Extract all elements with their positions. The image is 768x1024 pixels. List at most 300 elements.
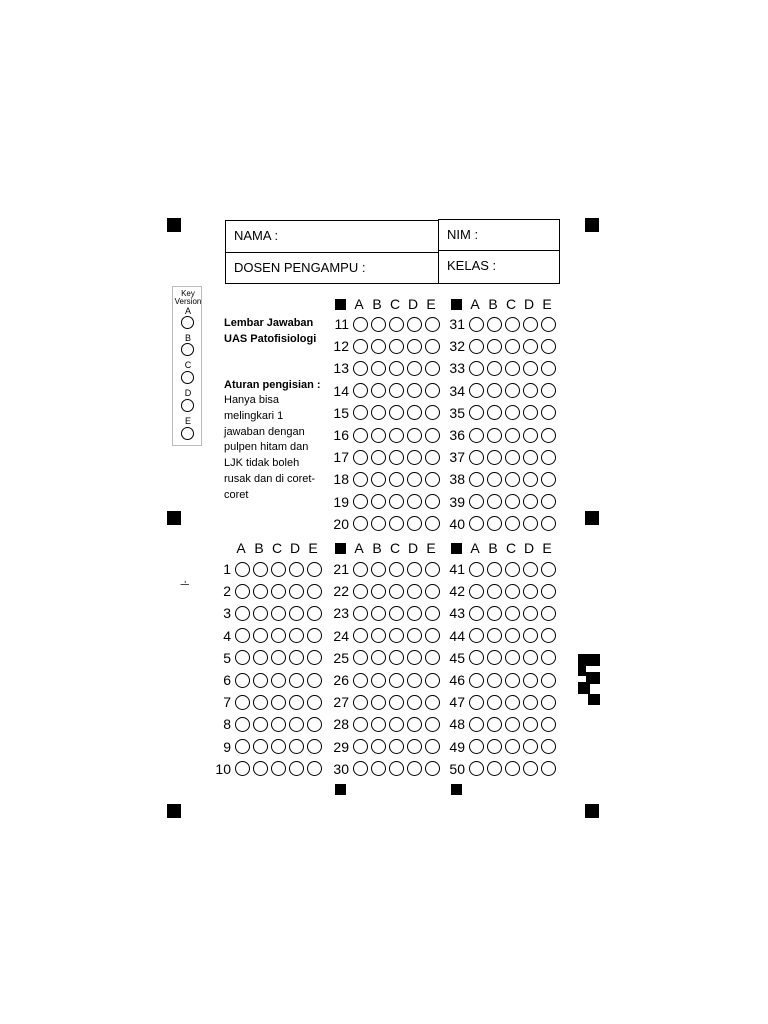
answer-bubble-d[interactable] bbox=[289, 695, 304, 710]
answer-bubble-c[interactable] bbox=[505, 383, 520, 398]
answer-bubble-b[interactable] bbox=[253, 650, 268, 665]
answer-bubble-c[interactable] bbox=[505, 628, 520, 643]
answer-bubble-e[interactable] bbox=[541, 562, 556, 577]
answer-bubble-d[interactable] bbox=[407, 673, 422, 688]
answer-bubble-b[interactable] bbox=[371, 494, 386, 509]
answer-bubble-b[interactable] bbox=[371, 516, 386, 531]
question-row bbox=[209, 648, 322, 668]
answer-bubble-a[interactable] bbox=[353, 717, 368, 732]
answer-bubble-d[interactable] bbox=[523, 472, 538, 487]
answer-bubble-c[interactable] bbox=[389, 628, 404, 643]
answer-bubble-b[interactable] bbox=[371, 761, 386, 776]
answer-bubble-a[interactable] bbox=[353, 361, 368, 376]
answer-bubble-e[interactable] bbox=[541, 450, 556, 465]
answer-bubble-e[interactable] bbox=[425, 339, 440, 354]
answer-bubble-e[interactable] bbox=[425, 562, 440, 577]
answer-bubble-d[interactable] bbox=[407, 562, 422, 577]
answer-bubble-a[interactable] bbox=[353, 584, 368, 599]
answer-bubble-c[interactable] bbox=[505, 339, 520, 354]
answer-bubble-c[interactable] bbox=[389, 428, 404, 443]
answer-bubble-e[interactable] bbox=[425, 450, 440, 465]
answer-bubble-d[interactable] bbox=[407, 650, 422, 665]
answer-bubble-d[interactable] bbox=[407, 361, 422, 376]
answer-bubble-a[interactable] bbox=[469, 584, 484, 599]
answer-bubble-e[interactable] bbox=[425, 494, 440, 509]
answer-bubble-a[interactable] bbox=[353, 494, 368, 509]
nim-field[interactable] bbox=[438, 219, 560, 251]
answer-bubble-a[interactable] bbox=[353, 739, 368, 754]
answer-bubble-c[interactable] bbox=[389, 472, 404, 487]
answer-bubble-c[interactable] bbox=[505, 405, 520, 420]
key-version-bubble-b[interactable] bbox=[181, 343, 194, 356]
answer-bubble-a[interactable] bbox=[235, 584, 250, 599]
answer-bubble-a[interactable] bbox=[469, 650, 484, 665]
answer-bubble-c[interactable] bbox=[505, 739, 520, 754]
answer-bubble-c[interactable] bbox=[389, 739, 404, 754]
answer-bubble-e[interactable] bbox=[425, 428, 440, 443]
answer-bubble-a[interactable] bbox=[235, 562, 250, 577]
answer-bubble-d[interactable] bbox=[523, 739, 538, 754]
answer-bubble-e[interactable] bbox=[541, 584, 556, 599]
answer-bubble-b[interactable] bbox=[371, 606, 386, 621]
answer-bubble-a[interactable] bbox=[469, 450, 484, 465]
answer-bubble-d[interactable] bbox=[407, 428, 422, 443]
answer-bubble-c[interactable] bbox=[271, 739, 286, 754]
answer-letter: B bbox=[372, 540, 382, 556]
answer-bubble-a[interactable] bbox=[353, 606, 368, 621]
answer-bubble-b[interactable] bbox=[371, 428, 386, 443]
answer-bubble-b[interactable] bbox=[371, 739, 386, 754]
answer-bubble-b[interactable] bbox=[487, 695, 502, 710]
answer-letter: C bbox=[389, 540, 401, 556]
answer-bubble-e[interactable] bbox=[307, 650, 322, 665]
answer-bubble-d[interactable] bbox=[407, 628, 422, 643]
answer-bubble-d[interactable] bbox=[523, 383, 538, 398]
answer-bubble-a[interactable] bbox=[235, 673, 250, 688]
answer-bubble-e[interactable] bbox=[541, 739, 556, 754]
answer-bubble-b[interactable] bbox=[371, 673, 386, 688]
answer-bubble-c[interactable] bbox=[389, 516, 404, 531]
answer-bubble-b[interactable] bbox=[487, 717, 502, 732]
question-row bbox=[327, 581, 440, 601]
answer-bubble-b[interactable] bbox=[253, 717, 268, 732]
answer-bubble-a[interactable] bbox=[469, 695, 484, 710]
question-row bbox=[443, 447, 556, 467]
answer-bubble-b[interactable] bbox=[487, 739, 502, 754]
answer-bubble-d[interactable] bbox=[407, 516, 422, 531]
answer-bubble-a[interactable] bbox=[353, 673, 368, 688]
answer-bubble-d[interactable] bbox=[407, 695, 422, 710]
key-version-bubble-e[interactable] bbox=[181, 427, 194, 440]
answer-bubble-c[interactable] bbox=[389, 606, 404, 621]
answer-bubble-b[interactable] bbox=[371, 361, 386, 376]
answer-bubble-c[interactable] bbox=[505, 695, 520, 710]
answer-bubble-b[interactable] bbox=[487, 628, 502, 643]
answer-bubble-b[interactable] bbox=[253, 673, 268, 688]
rules-text: Hanya bisa melingkari 1 jawaban dengan pulpen hitam dan LJK tidak boleh rusak dan di coret-coret bbox=[224, 394, 316, 501]
answer-bubble-d[interactable] bbox=[523, 717, 538, 732]
key-version-letter-a: A bbox=[184, 306, 191, 316]
answer-bubble-b[interactable] bbox=[371, 450, 386, 465]
column-marker-mid-2 bbox=[451, 543, 462, 554]
answer-letters-header bbox=[350, 296, 440, 312]
answer-bubble-a[interactable] bbox=[469, 383, 484, 398]
answer-bubble-c[interactable] bbox=[389, 450, 404, 465]
answer-bubble-a[interactable] bbox=[469, 516, 484, 531]
answer-bubble-d[interactable] bbox=[289, 717, 304, 732]
answer-bubble-a[interactable] bbox=[235, 695, 250, 710]
question-row bbox=[443, 648, 556, 668]
answer-bubble-e[interactable] bbox=[541, 494, 556, 509]
answer-bubble-a[interactable] bbox=[353, 472, 368, 487]
question-number: 42 bbox=[449, 583, 465, 600]
answer-bubble-d[interactable] bbox=[407, 317, 422, 332]
answer-bubble-b[interactable] bbox=[253, 695, 268, 710]
question-row bbox=[209, 759, 322, 779]
answer-bubble-a[interactable] bbox=[235, 628, 250, 643]
answer-bubble-e[interactable] bbox=[541, 606, 556, 621]
answer-bubble-d[interactable] bbox=[523, 584, 538, 599]
answer-bubble-b[interactable] bbox=[371, 472, 386, 487]
answer-bubble-b[interactable] bbox=[487, 606, 502, 621]
answer-letter: E bbox=[542, 540, 552, 556]
answer-bubble-b[interactable] bbox=[371, 650, 386, 665]
answer-bubble-e[interactable] bbox=[541, 695, 556, 710]
answer-bubble-a[interactable] bbox=[469, 428, 484, 443]
answer-bubble-e[interactable] bbox=[307, 739, 322, 754]
answer-bubble-a[interactable] bbox=[353, 628, 368, 643]
answer-bubble-d[interactable] bbox=[523, 673, 538, 688]
answer-bubble-a[interactable] bbox=[353, 339, 368, 354]
answer-bubble-e[interactable] bbox=[541, 673, 556, 688]
answer-bubble-c[interactable] bbox=[505, 650, 520, 665]
nama-field[interactable] bbox=[225, 220, 439, 253]
answer-bubble-b[interactable] bbox=[253, 584, 268, 599]
answer-bubble-d[interactable] bbox=[407, 405, 422, 420]
answer-bubble-c[interactable] bbox=[505, 428, 520, 443]
answer-bubble-a[interactable] bbox=[469, 494, 484, 509]
answer-bubble-b[interactable] bbox=[487, 450, 502, 465]
answer-bubble-b[interactable] bbox=[487, 361, 502, 376]
answer-bubble-b[interactable] bbox=[371, 317, 386, 332]
answer-bubble-b[interactable] bbox=[487, 584, 502, 599]
answer-bubble-c[interactable] bbox=[271, 584, 286, 599]
answer-bubble-e[interactable] bbox=[307, 761, 322, 776]
answer-bubble-e[interactable] bbox=[425, 606, 440, 621]
answer-bubble-a[interactable] bbox=[235, 761, 250, 776]
answer-bubble-c[interactable] bbox=[271, 673, 286, 688]
answer-bubble-c[interactable] bbox=[389, 562, 404, 577]
answer-bubble-c[interactable] bbox=[271, 761, 286, 776]
answer-bubble-a[interactable] bbox=[353, 761, 368, 776]
answer-bubble-b[interactable] bbox=[371, 405, 386, 420]
answer-bubble-d[interactable] bbox=[407, 606, 422, 621]
answer-letter: E bbox=[542, 296, 552, 312]
answer-bubble-a[interactable] bbox=[469, 317, 484, 332]
answer-bubble-d[interactable] bbox=[523, 317, 538, 332]
answer-bubble-d[interactable] bbox=[289, 628, 304, 643]
answer-bubble-e[interactable] bbox=[425, 628, 440, 643]
kelas-field[interactable] bbox=[438, 250, 560, 284]
answer-bubble-b[interactable] bbox=[487, 472, 502, 487]
answer-letter: A bbox=[354, 540, 364, 556]
answer-bubble-d[interactable] bbox=[523, 695, 538, 710]
answer-bubble-b[interactable] bbox=[253, 739, 268, 754]
answer-bubble-e[interactable] bbox=[425, 472, 440, 487]
answer-bubble-d[interactable] bbox=[407, 472, 422, 487]
answer-letters-header bbox=[466, 540, 556, 556]
answer-bubble-c[interactable] bbox=[271, 562, 286, 577]
question-number: 17 bbox=[333, 449, 349, 466]
answer-bubble-d[interactable] bbox=[407, 584, 422, 599]
answer-bubble-a[interactable] bbox=[353, 317, 368, 332]
answer-bubble-c[interactable] bbox=[505, 450, 520, 465]
question-row bbox=[327, 314, 440, 334]
answer-bubble-a[interactable] bbox=[469, 562, 484, 577]
question-row bbox=[443, 603, 556, 623]
answer-bubble-e[interactable] bbox=[541, 761, 556, 776]
answer-bubble-d[interactable] bbox=[407, 339, 422, 354]
answer-bubble-e[interactable] bbox=[425, 405, 440, 420]
answer-bubble-d[interactable] bbox=[407, 717, 422, 732]
answer-bubble-b[interactable] bbox=[487, 405, 502, 420]
key-version-box bbox=[172, 286, 202, 446]
answer-bubble-c[interactable] bbox=[505, 606, 520, 621]
answer-bubble-c[interactable] bbox=[271, 717, 286, 732]
answer-bubble-e[interactable] bbox=[307, 628, 322, 643]
answer-bubble-b[interactable] bbox=[487, 339, 502, 354]
answer-bubble-d[interactable] bbox=[407, 494, 422, 509]
answer-bubble-a[interactable] bbox=[353, 562, 368, 577]
answer-bubble-e[interactable] bbox=[541, 516, 556, 531]
answer-bubble-e[interactable] bbox=[307, 584, 322, 599]
answer-bubble-e[interactable] bbox=[425, 383, 440, 398]
answer-bubble-a[interactable] bbox=[469, 606, 484, 621]
question-number: 27 bbox=[333, 694, 349, 711]
answer-letter: C bbox=[271, 540, 283, 556]
answer-bubble-e[interactable] bbox=[425, 516, 440, 531]
answer-bubble-b[interactable] bbox=[253, 562, 268, 577]
answer-bubble-d[interactable] bbox=[523, 562, 538, 577]
question-row bbox=[443, 737, 556, 757]
answer-bubble-d[interactable] bbox=[523, 516, 538, 531]
answer-bubble-b[interactable] bbox=[487, 673, 502, 688]
answer-bubble-a[interactable] bbox=[469, 339, 484, 354]
answer-bubble-c[interactable] bbox=[271, 606, 286, 621]
answer-bubble-c[interactable] bbox=[505, 562, 520, 577]
answer-bubble-d[interactable] bbox=[523, 494, 538, 509]
answer-bubble-d[interactable] bbox=[289, 650, 304, 665]
answer-bubble-c[interactable] bbox=[389, 650, 404, 665]
answer-bubble-b[interactable] bbox=[487, 317, 502, 332]
answer-bubble-b[interactable] bbox=[371, 383, 386, 398]
question-row bbox=[443, 692, 556, 712]
key-version-bubble-c[interactable] bbox=[181, 371, 194, 384]
answer-bubble-c[interactable] bbox=[505, 317, 520, 332]
answer-bubble-d[interactable] bbox=[523, 450, 538, 465]
answer-bubble-a[interactable] bbox=[469, 628, 484, 643]
answer-bubble-b[interactable] bbox=[487, 428, 502, 443]
answer-bubble-e[interactable] bbox=[541, 428, 556, 443]
answer-bubble-c[interactable] bbox=[389, 673, 404, 688]
answer-bubble-b[interactable] bbox=[487, 494, 502, 509]
answer-bubble-d[interactable] bbox=[523, 405, 538, 420]
answer-bubble-d[interactable] bbox=[289, 606, 304, 621]
answer-bubble-c[interactable] bbox=[505, 472, 520, 487]
answer-bubble-a[interactable] bbox=[353, 405, 368, 420]
answer-bubble-a[interactable] bbox=[469, 739, 484, 754]
answer-bubble-b[interactable] bbox=[371, 339, 386, 354]
answer-bubble-b[interactable] bbox=[487, 516, 502, 531]
answer-bubble-b[interactable] bbox=[487, 383, 502, 398]
answer-bubble-e[interactable] bbox=[425, 361, 440, 376]
answer-bubble-b[interactable] bbox=[371, 584, 386, 599]
answer-bubble-d[interactable] bbox=[523, 428, 538, 443]
answer-bubble-c[interactable] bbox=[271, 650, 286, 665]
answer-bubble-e[interactable] bbox=[307, 673, 322, 688]
answer-bubble-c[interactable] bbox=[389, 695, 404, 710]
answer-bubble-e[interactable] bbox=[307, 717, 322, 732]
question-number: 8 bbox=[223, 716, 231, 733]
answer-bubble-d[interactable] bbox=[289, 739, 304, 754]
answer-bubble-d[interactable] bbox=[289, 761, 304, 776]
answer-bubble-a[interactable] bbox=[353, 695, 368, 710]
answer-bubble-e[interactable] bbox=[307, 695, 322, 710]
answer-bubble-b[interactable] bbox=[253, 628, 268, 643]
answer-bubble-b[interactable] bbox=[371, 695, 386, 710]
answer-bubble-a[interactable] bbox=[353, 650, 368, 665]
answer-bubble-b[interactable] bbox=[253, 606, 268, 621]
answer-bubble-e[interactable] bbox=[541, 339, 556, 354]
answer-bubble-e[interactable] bbox=[425, 673, 440, 688]
answer-bubble-c[interactable] bbox=[505, 516, 520, 531]
answer-bubble-a[interactable] bbox=[235, 739, 250, 754]
column-marker-bottom-2 bbox=[451, 784, 462, 795]
answer-bubble-c[interactable] bbox=[505, 673, 520, 688]
answer-bubble-e[interactable] bbox=[425, 717, 440, 732]
answer-bubble-a[interactable] bbox=[353, 428, 368, 443]
answer-bubble-a[interactable] bbox=[235, 717, 250, 732]
column-marker-mid-1 bbox=[335, 543, 346, 554]
question-number: 16 bbox=[333, 427, 349, 443]
answer-bubble-e[interactable] bbox=[541, 361, 556, 376]
answer-bubble-d[interactable] bbox=[523, 339, 538, 354]
dosen-field[interactable] bbox=[225, 252, 439, 284]
answer-bubble-c[interactable] bbox=[389, 317, 404, 332]
question-number: 13 bbox=[333, 360, 349, 377]
answer-letter: E bbox=[308, 540, 318, 556]
answer-bubble-e[interactable] bbox=[425, 317, 440, 332]
answer-bubble-c[interactable] bbox=[389, 494, 404, 509]
answer-bubble-c[interactable] bbox=[505, 494, 520, 509]
answer-bubble-e[interactable] bbox=[541, 317, 556, 332]
question-row bbox=[327, 514, 440, 534]
question-number: 47 bbox=[449, 694, 465, 711]
question-number: 31 bbox=[449, 316, 465, 332]
answer-bubble-a[interactable] bbox=[235, 650, 250, 665]
answer-bubble-d[interactable] bbox=[289, 584, 304, 599]
answer-bubble-d[interactable] bbox=[523, 628, 538, 643]
answer-bubble-e[interactable] bbox=[425, 739, 440, 754]
answer-bubble-c[interactable] bbox=[389, 761, 404, 776]
answer-bubble-a[interactable] bbox=[353, 450, 368, 465]
question-number: 39 bbox=[449, 493, 465, 510]
question-number: 37 bbox=[449, 449, 465, 466]
answer-bubble-c[interactable] bbox=[389, 717, 404, 732]
answer-bubble-a[interactable] bbox=[469, 472, 484, 487]
question-number: 26 bbox=[333, 672, 349, 688]
question-row bbox=[443, 403, 556, 423]
answer-bubble-e[interactable] bbox=[425, 695, 440, 710]
answer-bubble-d[interactable] bbox=[407, 450, 422, 465]
answer-bubble-a[interactable] bbox=[353, 383, 368, 398]
answer-bubble-b[interactable] bbox=[487, 761, 502, 776]
answer-bubble-a[interactable] bbox=[353, 516, 368, 531]
answer-bubble-d[interactable] bbox=[407, 383, 422, 398]
answer-bubble-a[interactable] bbox=[469, 405, 484, 420]
answer-bubble-d[interactable] bbox=[523, 606, 538, 621]
answer-letter: D bbox=[523, 296, 535, 312]
answer-bubble-e[interactable] bbox=[541, 717, 556, 732]
answer-bubble-e[interactable] bbox=[307, 606, 322, 621]
answer-bubble-a[interactable] bbox=[469, 717, 484, 732]
answer-bubble-a[interactable] bbox=[469, 673, 484, 688]
answer-bubble-c[interactable] bbox=[505, 717, 520, 732]
answer-bubble-d[interactable] bbox=[289, 562, 304, 577]
answer-bubble-b[interactable] bbox=[371, 717, 386, 732]
answer-bubble-b[interactable] bbox=[487, 650, 502, 665]
answer-letter: E bbox=[426, 296, 436, 312]
answer-bubble-c[interactable] bbox=[505, 361, 520, 376]
answer-bubble-c[interactable] bbox=[389, 383, 404, 398]
answer-bubble-a[interactable] bbox=[235, 606, 250, 621]
answer-bubble-e[interactable] bbox=[425, 761, 440, 776]
answer-bubble-e[interactable] bbox=[541, 405, 556, 420]
answer-bubble-e[interactable] bbox=[425, 650, 440, 665]
answer-bubble-a[interactable] bbox=[469, 761, 484, 776]
question-number: 21 bbox=[333, 561, 349, 577]
key-version-bubble-a[interactable] bbox=[181, 316, 194, 329]
answer-bubble-d[interactable] bbox=[407, 761, 422, 776]
answer-bubble-c[interactable] bbox=[389, 405, 404, 420]
answer-bubble-b[interactable] bbox=[487, 562, 502, 577]
answer-bubble-c[interactable] bbox=[389, 361, 404, 376]
answer-bubble-b[interactable] bbox=[371, 562, 386, 577]
answer-bubble-e[interactable] bbox=[541, 472, 556, 487]
answer-bubble-c[interactable] bbox=[389, 584, 404, 599]
answer-bubble-d[interactable] bbox=[407, 739, 422, 754]
key-version-bubble-d[interactable] bbox=[181, 399, 194, 412]
answer-bubble-c[interactable] bbox=[271, 695, 286, 710]
answer-bubble-c[interactable] bbox=[505, 761, 520, 776]
answer-bubble-c[interactable] bbox=[505, 584, 520, 599]
answer-bubble-c[interactable] bbox=[271, 628, 286, 643]
answer-bubble-d[interactable] bbox=[523, 761, 538, 776]
answer-bubble-d[interactable] bbox=[523, 361, 538, 376]
answer-bubble-d[interactable] bbox=[523, 650, 538, 665]
answer-bubble-b[interactable] bbox=[253, 761, 268, 776]
answer-bubble-c[interactable] bbox=[389, 339, 404, 354]
answer-bubble-e[interactable] bbox=[307, 562, 322, 577]
answer-bubble-e[interactable] bbox=[541, 628, 556, 643]
answer-bubble-e[interactable] bbox=[541, 650, 556, 665]
answer-bubble-e[interactable] bbox=[541, 383, 556, 398]
answer-bubble-e[interactable] bbox=[425, 584, 440, 599]
answer-bubble-b[interactable] bbox=[371, 628, 386, 643]
answer-bubble-d[interactable] bbox=[289, 673, 304, 688]
answer-bubble-a[interactable] bbox=[469, 361, 484, 376]
question-row bbox=[443, 358, 556, 378]
